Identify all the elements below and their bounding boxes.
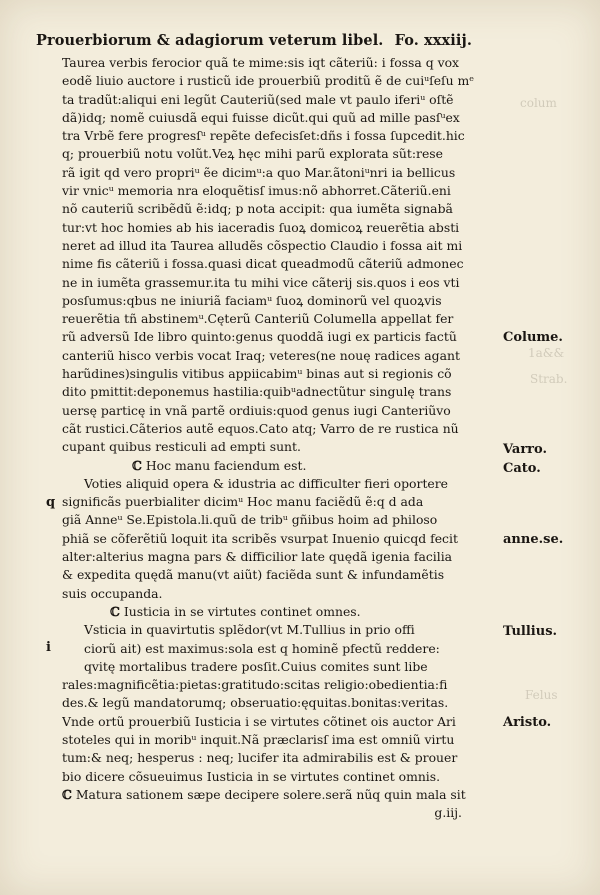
text-line: rã igit qd vero propriᵘ ẽe dicimᵘ:a quo Mar.ãtoniᵘnri ia bellicus bbox=[62, 164, 456, 180]
text-line: Vnde ortũ prouerbiũ Iusticia i se virtutes cõtinet ois auctor Ari bbox=[62, 713, 456, 729]
text-line: stoteles qui in moribᵘ inquit.Nã prӕclarisſ ima est omniũ virtu bbox=[62, 731, 455, 747]
margin-note: Cato. bbox=[503, 461, 541, 476]
margin-note: Colume. bbox=[503, 330, 563, 345]
text-line: dito pmittit:deponemus hastilia:quibᵘadnectũtur singulę trans bbox=[62, 384, 452, 400]
proverb-heading-text: Hoc manu faciendum est. bbox=[145, 457, 307, 473]
proverb-heading bbox=[62, 457, 498, 475]
running-head bbox=[36, 32, 506, 49]
text-line: significãs puerbialiter dicimᵘ Hoc manu faciẽdũ ẽ:q d ada bbox=[62, 494, 424, 510]
text-line: bio dicere cõsueuimus Iusticia in se virtutes continet omnis. bbox=[62, 768, 441, 784]
text-line: dã)idq; nomẽ cuiusdã equi fuisse dicũt.qui quũ ad mille pasſᵘex bbox=[62, 109, 460, 125]
text-line: q; prouerbiũ notu volũt.Veꝝ hęc mihi parũ explorata sũt:rese bbox=[62, 146, 443, 162]
text-line: tum:& neq; hesperus : neq; lucifer ita admirabilis est & prouer bbox=[62, 750, 458, 766]
proverb-heading bbox=[62, 786, 498, 804]
text-line: suis occupanda. bbox=[62, 585, 163, 601]
text-line: rũ adversũ Ide libro quinto:genus quoddã iugi ex particis factũ bbox=[62, 329, 457, 345]
text-line: ciorũ ait) est maximus:sola est q hominẽ pfectũ reddere: bbox=[84, 640, 440, 656]
text-line: neret ad illud ita Taurea alludẽs cõspectio Claudio i fossa ait mi bbox=[62, 237, 463, 253]
text-block bbox=[62, 54, 498, 822]
margin-note: anne.se. bbox=[503, 532, 564, 547]
text-line: nime fis cãteriũ i fossa.quasi dicat queadmodũ cãteriũ admonec bbox=[62, 256, 464, 272]
text-line: tur:vt hoc homies ab his iaceradis ſuoꝝ domicoꝝ reuerẽtia absti bbox=[62, 219, 460, 235]
text-line: qvitę mortalibus tradere posſit.Cuius comites sunt libe bbox=[84, 658, 428, 674]
text-line: giã Anneᵘ Se.Epistola.li.quũ de tribᵘ gñibus hoim ad philoso bbox=[62, 512, 438, 528]
proverb-heading-text: Matura sationem sæpe decipere solere.serã nũq quin mala sit bbox=[75, 786, 466, 802]
text-line: eodẽ liuio auctore i rusticũ ide prouerbiũ proditũ ẽ de cuiᵘſeſu mᵉ bbox=[62, 73, 475, 89]
margin-note: Varro. bbox=[503, 442, 547, 457]
text-line: vir vnicᵘ memoria nra eloquẽtisſ imus:nõ abhorret.Cãteriũ.eni bbox=[62, 183, 451, 199]
proverb-heading-text: Iusticia in se virtutes continet omnes. bbox=[123, 603, 361, 619]
text-line: harũdines)singulis vitibus appiicabimᵘ binas aut si regionis cõ bbox=[62, 366, 452, 382]
text-line: des.& legũ mandatorumq; obseruatio:ęquitas.bonitas:veritas. bbox=[62, 695, 449, 711]
text-line: rales:magnificẽtia:pietas:gratitudo:scitas religio:obedientia:fi bbox=[62, 677, 448, 693]
text-line: & expedita quędã manu(vt aiũt) faciẽda sunt & infundamẽtis bbox=[62, 567, 445, 583]
text-line: uersę particę in vnã partẽ ordiuis:quod genus iugi Canteriũvo bbox=[62, 402, 451, 418]
text-line: Vsticia in quavirtutis splẽdor(vt M.Tullius in prio offi bbox=[84, 622, 415, 638]
text-line: Taurea verbis ferocior quã te mime:sis iqt cãteriũ: i fossa q vox bbox=[62, 55, 460, 70]
text-line: cãt rustici.Cãterios autẽ equos.Cato atq; Varro de re rustica nũ bbox=[62, 420, 459, 436]
text-line: Voties aliquid opera & idustria ac difficulter fieri oportere bbox=[84, 475, 449, 491]
folio-number: Fo. xxxiij. bbox=[394, 32, 472, 49]
text-line: ta tradũt:aliqui eni legũt Cauteriũ(sed male vt paulo iferiᵘ oſtẽ bbox=[62, 91, 454, 107]
paragraph-mark-icon: ℂ bbox=[132, 457, 142, 473]
paragraph-mark-icon: ℂ bbox=[110, 603, 120, 619]
paragraph-mark-icon: ℂ bbox=[62, 786, 72, 802]
proverb-heading bbox=[62, 603, 498, 621]
text-line: canteriũ hisco verbis vocat Iraq; veteres(ne nouę radices agant bbox=[62, 347, 460, 363]
text-line: ne in iumẽta grassemur.ita tu mihi vice cãterij sis.quos i eos vti bbox=[62, 274, 460, 290]
show-through-text: colum bbox=[520, 96, 557, 110]
text-line: posſumus:qbus ne iniuriã faciamᵘ ſuoꝝ dominorũ vel quoꝝvis bbox=[62, 292, 442, 308]
running-head-title: Prouerbiorum & adagiorum veterum libel. bbox=[36, 32, 384, 49]
text-line: cupant quibus resticuli ad empti sunt. bbox=[62, 439, 301, 455]
show-through-text: Felus bbox=[525, 688, 558, 702]
guide-letter: i bbox=[46, 640, 51, 655]
text-line: phiã se cõferẽtiũ loquit ita scribẽs vsurpat Inuenio quicqd fecit bbox=[62, 530, 458, 546]
text-line: alter:alterius magna pars & difficilior late quędã igenia facilia bbox=[62, 549, 453, 565]
signature-mark: g.iij. bbox=[434, 805, 462, 821]
guide-letter: q bbox=[46, 495, 56, 510]
text-line: tra Vrbẽ fere progresſᵘ repẽte defecisſet:dñs i fossa ſupcedit.hic bbox=[62, 128, 465, 144]
show-through-text: Strab. bbox=[530, 372, 568, 386]
text-line: nõ cauteriũ scribẽdũ ẽ:idq; p nota accipit: qua iumẽta signabã bbox=[62, 201, 453, 217]
text-line: reuerẽtia tñ abstinemᵘ.Cęterũ Canteriũ Columella appellat fer bbox=[62, 311, 454, 327]
margin-note: Tullius. bbox=[503, 624, 558, 639]
margin-note: Aristo. bbox=[503, 715, 552, 730]
show-through-text: 1a&& bbox=[528, 346, 565, 360]
